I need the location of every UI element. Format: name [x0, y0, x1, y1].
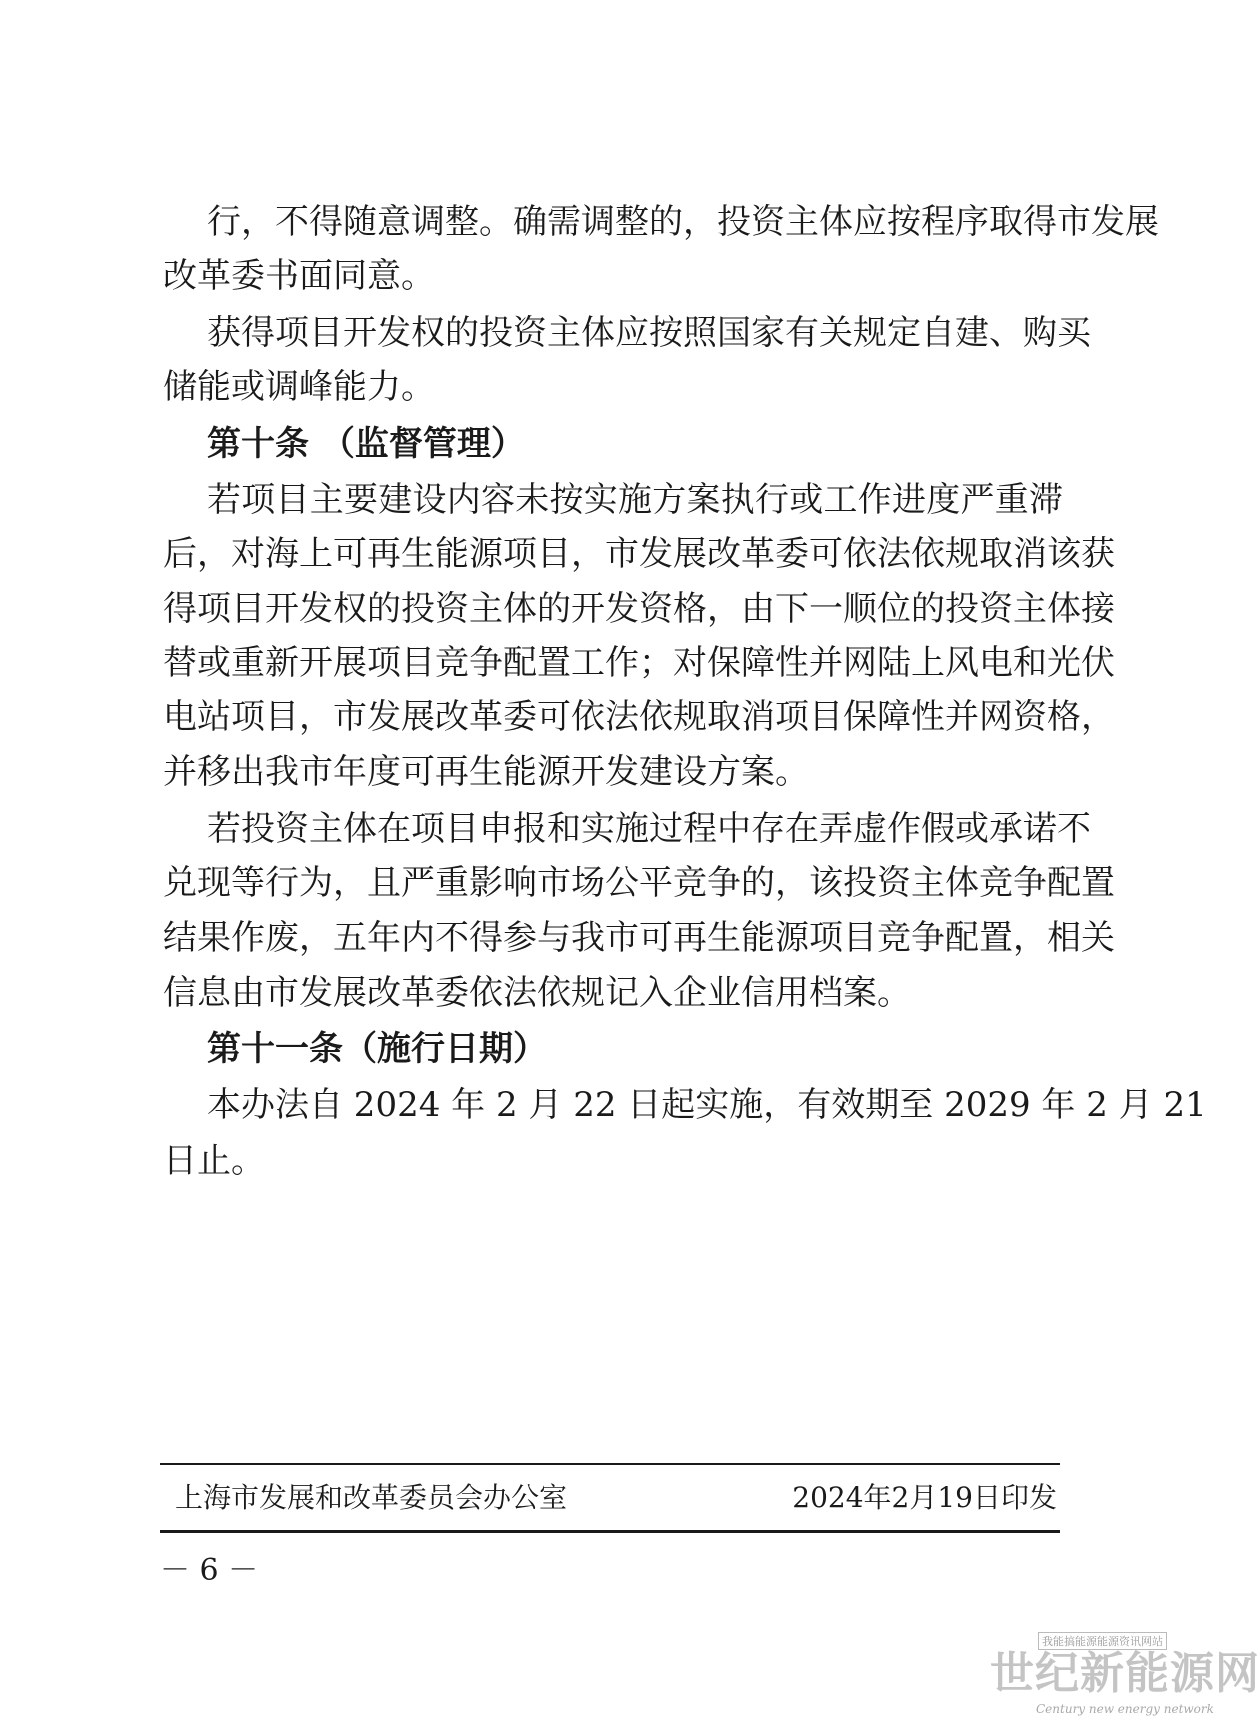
footer-top-rule: [160, 1463, 1060, 1465]
paragraph-line: 储能或调峰能力。: [163, 367, 435, 407]
paragraph-line: 得项目开发权的投资主体的开发资格，由下一顺位的投资主体接: [163, 589, 1115, 629]
paragraph-line: 获得项目开发权的投资主体应按照国家有关规定自建、购买: [207, 313, 1091, 353]
paragraph-line: 行，不得随意调整。确需调整的，投资主体应按程序取得市发展: [207, 202, 1159, 242]
paragraph-line: 电站项目，市发展改革委可依法依规取消项目保障性并网资格，: [163, 697, 1115, 737]
paragraph-line: 后，对海上可再生能源项目，市发展改革委可依法依规取消该获: [163, 534, 1115, 574]
footer-print-date: 2024年2月19日印发: [792, 1481, 1057, 1514]
paragraph-line: 若投资主体在项目申报和实施过程中存在弄虚作假或承诺不: [207, 809, 1091, 849]
paragraph-line: 信息由市发展改革委依法依规记入企业信用档案。: [163, 973, 911, 1013]
paragraph-line: 替或重新开展项目竞争配置工作；对保障性并网陆上风电和光伏: [163, 643, 1115, 683]
paragraph-line: 日止。: [163, 1141, 265, 1181]
paragraph-line: 本办法自 2024 年 2 月 22 日起实施，有效期至 2029 年 2 月 21: [207, 1085, 1207, 1125]
paragraph-line: 并移出我市年度可再生能源开发建设方案。: [163, 752, 809, 792]
paragraph-line: 兑现等行为，且严重影响市场公平竞争的，该投资主体竞争配置: [163, 863, 1115, 903]
footer-issuing-office: 上海市发展和改革委员会办公室: [175, 1481, 568, 1514]
article-heading: 第十条 （监督管理）: [207, 424, 525, 464]
footer-bottom-rule: [160, 1530, 1060, 1533]
paragraph-line: 改革委书面同意。: [163, 256, 435, 296]
paragraph-line: 若项目主要建设内容未按实施方案执行或工作进度严重滞: [207, 480, 1063, 520]
watermark-caption: 我能搞能源能源资讯网站: [1038, 1632, 1167, 1650]
watermark-english: Century new energy network: [1036, 1702, 1214, 1716]
paragraph-line: 结果作废，五年内不得参与我市可再生能源项目竞争配置，相关: [163, 918, 1115, 958]
watermark-logo: 世纪新能源网: [990, 1648, 1260, 1699]
article-heading: 第十一条（施行日期）: [207, 1029, 547, 1069]
page-number: － 6 －: [160, 1553, 259, 1588]
